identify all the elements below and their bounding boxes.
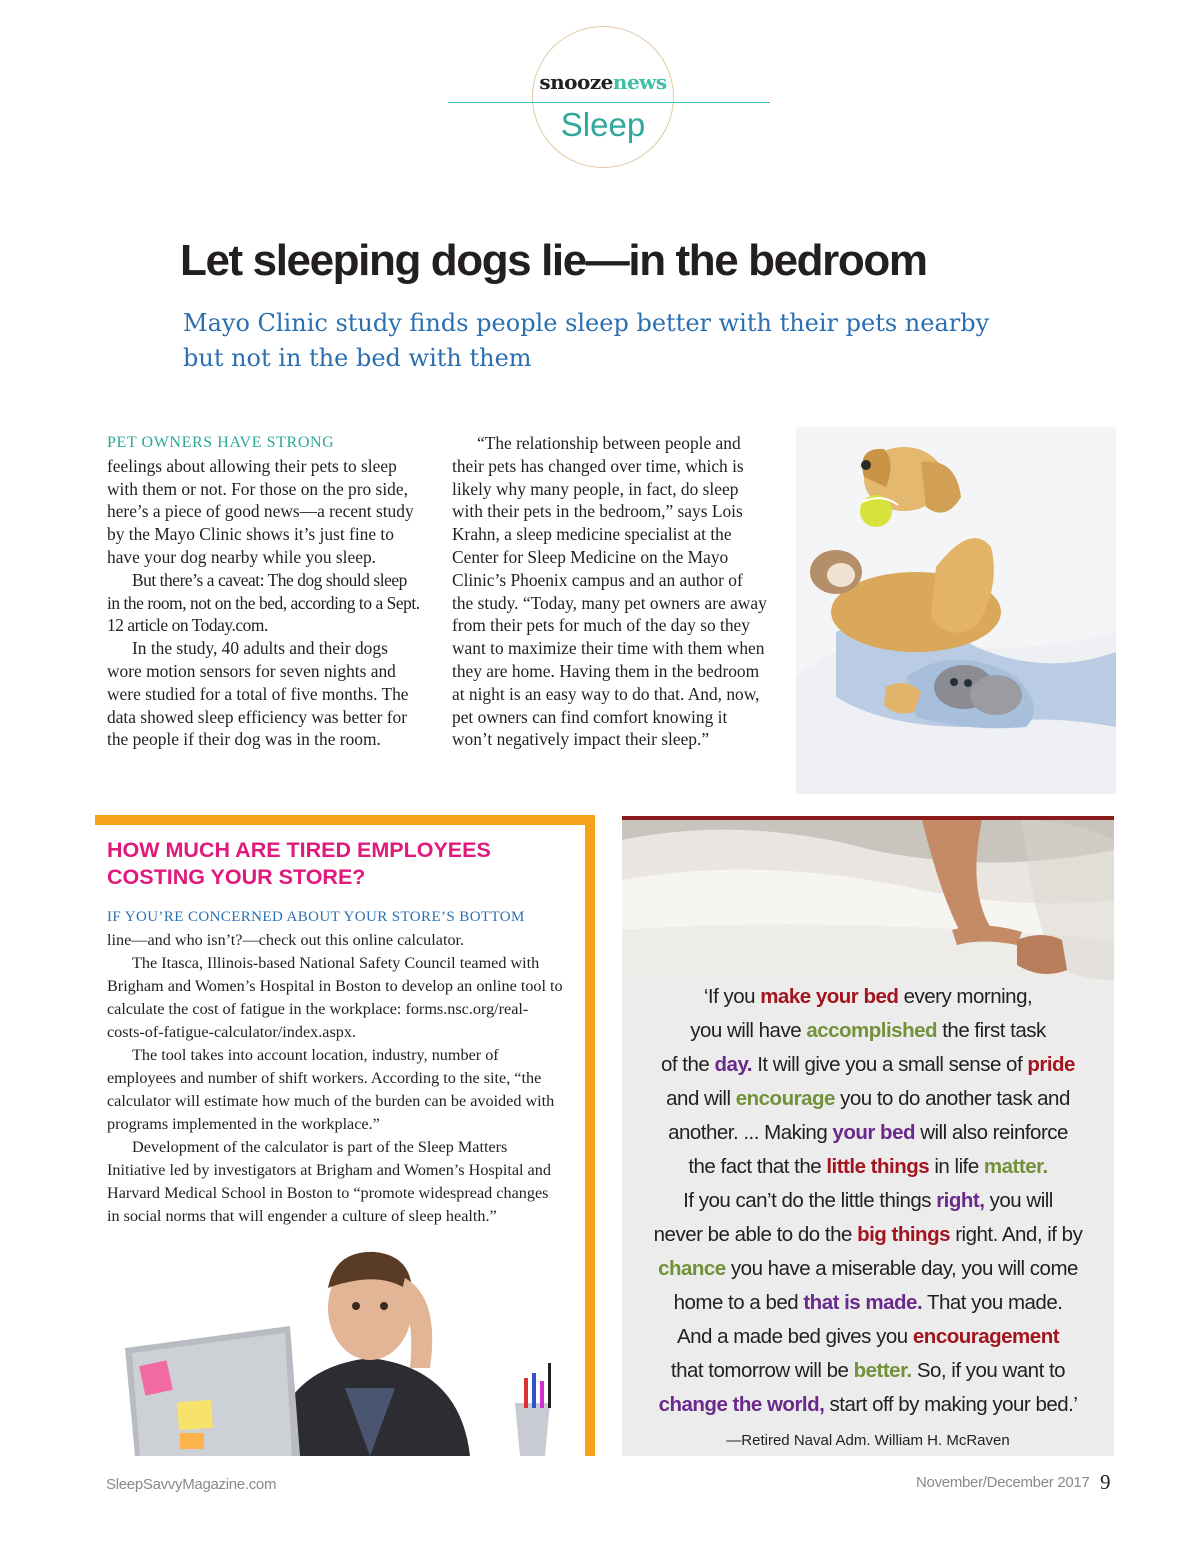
quote-highlight: your bed [832, 1121, 915, 1144]
article-column-2 [452, 432, 767, 751]
footer-issue-date: November/December 2017 [916, 1474, 1090, 1491]
dog-illustration [796, 427, 1116, 794]
quote-segment: And a made bed gives you [676, 1325, 913, 1348]
quote-highlight: encourage [735, 1087, 835, 1110]
quote-segment: you to do another task and [834, 1087, 1070, 1110]
quote-highlight: big things [857, 1223, 951, 1246]
section-label: Sleep [560, 106, 646, 143]
quote-line [624, 1218, 1112, 1252]
quote-line [624, 1286, 1112, 1320]
quote-highlight: pride [1027, 1053, 1075, 1076]
quote-line [624, 1116, 1112, 1150]
sidebar-paragraph: The tool takes into account location, industry, number of employees and number of shift workers. According to the site, “the calculator will estimate how much of the burden can be avoided with programs implemented in the workplace.” [107, 1046, 555, 1133]
quote-attribution: —Retired Naval Adm. William H. McRaven [726, 1432, 1010, 1449]
bed-illustration [622, 820, 1114, 980]
sidebar-title: HOW MUCH ARE TIRED EMPLOYEES COSTING YOUR STORE? [107, 838, 491, 889]
dog-with-kittens-photo [796, 427, 1116, 794]
article-paragraph: feelings about allowing their pets to sleep with them or not. For those on the pro side, here’s a piece of good news—a recent study by the Mayo Clinic shows it’s just fine to have your dog nearby while you sleep. [107, 455, 414, 567]
quote-highlight: that is made. [803, 1291, 923, 1314]
quote-segment: home to a bed [673, 1291, 804, 1314]
sidebar-border-right [585, 815, 595, 1456]
sidebar-lead-in: IF YOU’RE CONCERNED ABOUT YOUR STORE’S BOTTOM [107, 909, 525, 925]
section-badge [532, 26, 674, 168]
quote-segment: If you can’t do the little things [683, 1189, 937, 1212]
quote-segment: of the [661, 1053, 715, 1076]
quote-segment: the fact that the [688, 1155, 827, 1178]
quote-segment: So, if you want to [911, 1359, 1066, 1382]
employee-illustration [120, 1238, 565, 1456]
section-brand [532, 70, 674, 94]
quote-line [624, 980, 1112, 1014]
article-paragraph: “The relationship between people and their pets has changed over time, which is likely why many people, in fact, do sleep with their pets in the bedroom,” says Lois Krahn, a sleep medicine specialist at the Center for Sleep Medicine on the Mayo Clinic’s Phoenix campus and an author of the study. “Today, many pet owners are away from their pets for much of the day so they want to maximize their time with them when they are home. Having them in the bedroom at night is an easy way to do that. And, now, pet owners can find comfort knowing it won’t negatively impact their sleep.” [452, 433, 767, 750]
article-headline: Let sleeping dogs lie—in the bedroom [180, 236, 927, 285]
quote-segment: you will [984, 1189, 1053, 1212]
quote-segment: you will have [690, 1019, 807, 1042]
quote-segment: never be able to do the [653, 1223, 858, 1246]
quote-highlight: better. [853, 1359, 912, 1382]
quote-segment: the first task [937, 1019, 1046, 1042]
quote-segment: and will [666, 1087, 736, 1110]
article-column-1 [107, 432, 422, 751]
quote-segment: every morning, [898, 985, 1033, 1008]
brand-snooze: snooze [539, 70, 613, 94]
article-paragraph: In the study, 40 adults and their dogs wore motion sensors for seven nights and were studied for a total of five months. The data showed sleep efficiency was better for the people if their dog was in the room. [107, 638, 409, 750]
quote-line [624, 1320, 1112, 1354]
quote-highlight: encouragement [912, 1325, 1060, 1348]
quote-highlight: little things [826, 1155, 930, 1178]
quote-segment: It will give you a small sense of [752, 1053, 1028, 1076]
quote-line [624, 1184, 1112, 1218]
quote-segment: you have a miserable day, you will come [725, 1257, 1078, 1280]
tired-employee-photo [120, 1238, 565, 1456]
quote-line [624, 1252, 1112, 1286]
quote-highlight: matter. [983, 1155, 1048, 1178]
footer-website: SleepSavvyMagazine.com [106, 1476, 277, 1493]
quote-text [624, 980, 1112, 1422]
quote-line [624, 1048, 1112, 1082]
sidebar-paragraph: Development of the calculator is part of the Sleep Matters Initiative led by investigators at Brigham and Women’s Hospital and Harvard Medical School in Boston to “promote widespread changes in social norms that will engender a culture of sleep health.” [107, 1138, 551, 1225]
quote-line [624, 1354, 1112, 1388]
quote-segment: in life [929, 1155, 984, 1178]
quote-highlight: day. [714, 1053, 753, 1076]
quote-segment: That you made. [922, 1291, 1063, 1314]
quote-line [624, 1082, 1112, 1116]
sidebar-border-top [95, 815, 595, 825]
quote-segment: ‘If you [703, 985, 761, 1008]
quote-line [624, 1150, 1112, 1184]
quote-line [624, 1388, 1112, 1422]
badge-rule [448, 102, 770, 103]
quote-highlight: accomplished [806, 1019, 938, 1042]
sidebar-body [107, 906, 563, 1228]
sidebar-paragraph: The Itasca, Illinois-based National Safety Council teamed with Brigham and Women’s Hospital in Boston to develop an online tool to calculate the cost of fatigue in the workplace: forms.nsc.org/real-costs-of-fatigue-calculator/index.aspx. [107, 954, 563, 1041]
article-deck: Mayo Clinic study finds people sleep better with their pets nearby but not in the bed with them [183, 309, 990, 372]
article-lead-in: PET OWNERS HAVE STRONG [107, 434, 335, 451]
quote-segment: that tomorrow will be [670, 1359, 854, 1382]
quote-highlight: make your bed [760, 985, 899, 1008]
quote-line [624, 1014, 1112, 1048]
sidebar-paragraph: line—and who isn’t?—check out this online calculator. [107, 931, 465, 949]
quote-segment: right. And, if by [950, 1223, 1083, 1246]
quote-segment: will also reinforce [915, 1121, 1068, 1144]
quote-highlight: right, [936, 1189, 985, 1212]
quote-segment: another. ... Making [668, 1121, 833, 1144]
article-paragraph: But there’s a caveat: The dog should sleep in the room, not on the bed, according to a Sept. 12 article on Today.com. [107, 569, 420, 636]
page-number: 9 [1100, 1470, 1111, 1494]
making-bed-photo [622, 820, 1114, 980]
quote-highlight: chance [658, 1257, 726, 1280]
brand-news: news [612, 70, 667, 94]
quote-highlight: change the world, [658, 1393, 825, 1416]
quote-segment: start off by making your bed.’ [824, 1393, 1078, 1416]
